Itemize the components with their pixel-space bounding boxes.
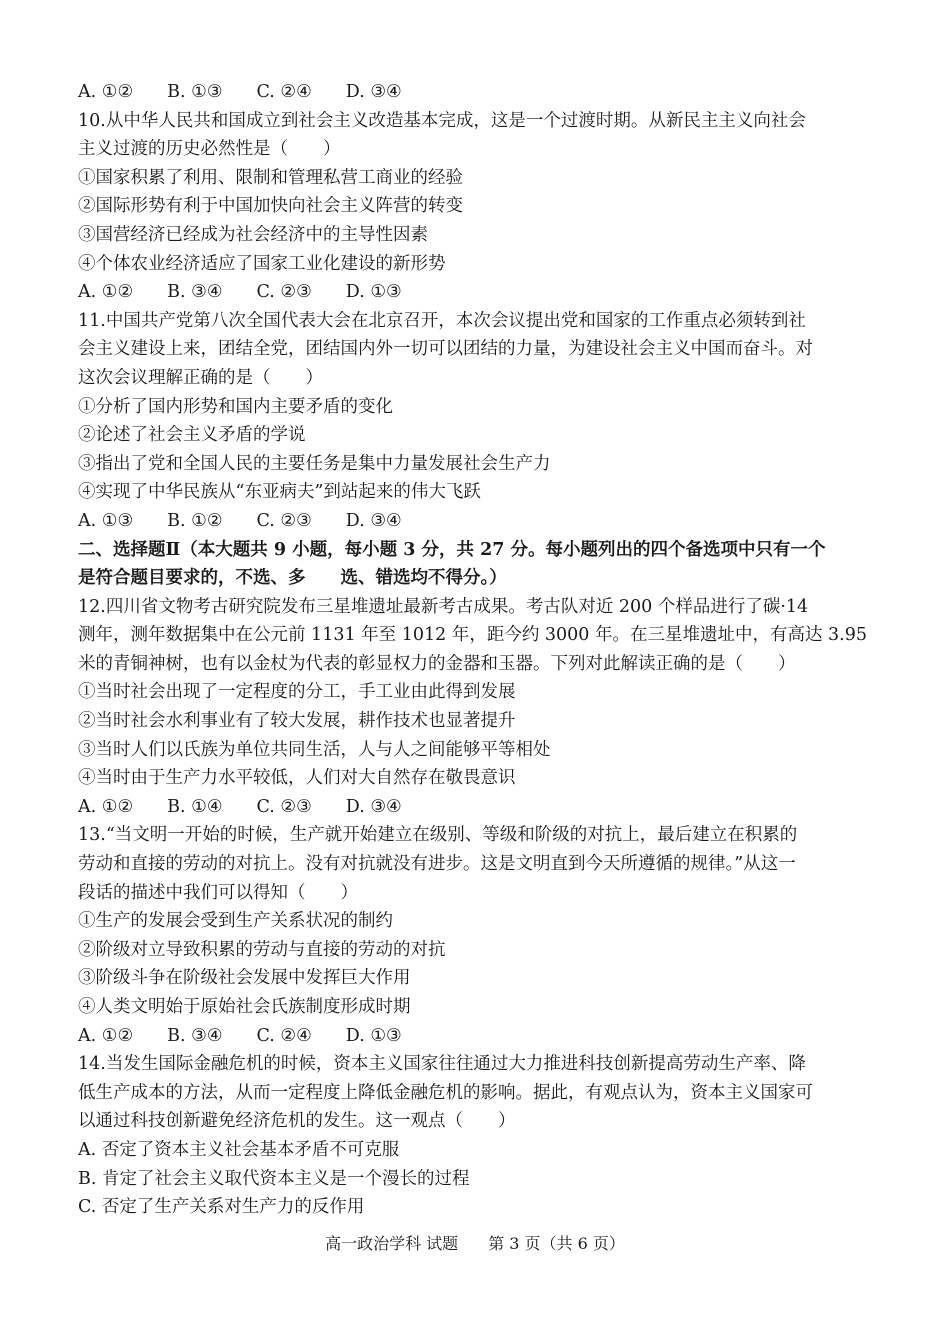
text-line: ①国家积累了利用、限制和管理私营工商业的经验	[78, 167, 463, 188]
answer-option: B. ③④	[167, 1025, 223, 1046]
text-line: ③指出了党和全国人民的主要任务是集中力量发展社会生产力	[78, 453, 551, 474]
section-heading: 二、选择题Ⅱ（本大题共 9 小题，每小题 3 分，共 27 分。每小题列出的四个备选项中只有一个	[78, 539, 826, 560]
text-line: 低生产成本的方法，从而一定程度上降低金融危机的影响。据此，有观点认为，资本主义国家可	[78, 1082, 813, 1103]
text-line: 以通过科技创新避免经济危机的发生。这一观点（ ）	[78, 1111, 516, 1132]
text-line: 这次会议理解正确的是（ ）	[78, 367, 323, 388]
exam-content	[78, 78, 878, 1222]
text-line: 14.当发生国际金融危机的时候，资本主义国家往往通过大力推进科技创新提高劳动生产率、降	[78, 1054, 806, 1075]
answer-option: A. ①②	[78, 1025, 134, 1046]
answer-option: D. ①③	[345, 282, 402, 303]
answer-option: B. ①③	[167, 82, 223, 102]
answer-option: D. ③④	[345, 82, 402, 102]
text-line: ③当时人们以氏族为单位共同生活，人与人之间能够平等相处	[78, 739, 551, 760]
answer-option: D. ③④	[345, 796, 402, 817]
text-line: C. 否定了生产关系对生产力的反作用	[78, 1197, 365, 1218]
page-footer	[0, 1232, 950, 1256]
text-line: ③阶级斗争在阶级社会发展中发挥巨大作用	[78, 968, 411, 989]
text-line: ③国营经济已经成为社会经济中的主导性因素	[78, 224, 428, 245]
answer-option: C. ②④	[256, 1025, 312, 1046]
text-line: 段话的描述中我们可以得知（ ）	[78, 882, 358, 903]
text-line: ①分析了国内形势和国内主要矛盾的变化	[78, 396, 393, 417]
answer-option: C. ②③	[256, 282, 312, 303]
answer-option: D. ①③	[345, 1025, 402, 1046]
text-line: 10.从中华人民共和国成立到社会主义改造基本完成，这是一个过渡时期。从新民主主义向社会	[78, 110, 806, 131]
answer-option: B. ③④	[167, 282, 223, 303]
text-line: 劳动和直接的劳动的对抗上。没有对抗就没有进步。这是文明直到今天所遵循的规律。”从这一	[78, 854, 796, 875]
answer-option: D. ③④	[345, 510, 402, 531]
text-line: ②当时社会水利事业有了较大发展，耕作技术也显著提升	[78, 711, 516, 732]
answer-option: A. ①②	[78, 796, 134, 817]
text-line: 测年，测年数据集中在公元前 1131 年至 1012 年，距今约 3000 年。在三星堆遗址中，有高达 3.95	[78, 625, 868, 646]
answer-options	[78, 278, 878, 307]
answer-option: A. ①③	[78, 510, 134, 531]
text-line: ②论述了社会主义矛盾的学说	[78, 425, 306, 446]
answer-option: B. ①②	[167, 510, 223, 531]
answer-option: C. ②④	[256, 82, 312, 102]
answer-options	[78, 507, 878, 536]
text-line: ②阶级对立导致积累的劳动与直接的劳动的对抗	[78, 939, 446, 960]
answer-option: B. ①④	[167, 796, 223, 817]
text-line: B. 肯定了社会主义取代资本主义是一个漫长的过程	[78, 1168, 470, 1189]
footer-subject: 高一政治学科 试题	[325, 1234, 459, 1253]
text-line: 11.中国共产党第八次全国代表大会在北京召开，本次会议提出党和国家的工作重点必须转到社	[78, 310, 806, 331]
answer-option: C. ②③	[256, 796, 312, 817]
answer-options	[78, 793, 878, 822]
text-line: ④当时由于生产力水平较低，人们对大自然存在敬畏意识	[78, 768, 516, 789]
answer-options	[78, 78, 878, 107]
answer-options	[78, 1022, 878, 1051]
footer-page-number: 第 3 页（共 6 页）	[488, 1234, 625, 1253]
text-line: ④个体农业经济适应了国家工业化建设的新形势	[78, 253, 446, 274]
answer-option: C. ②③	[256, 510, 312, 531]
text-line: ①当时社会出现了一定程度的分工，手工业由此得到发展	[78, 682, 516, 703]
text-line: 会主义建设上来，团结全党，团结国内外一切可以团结的力量，为建设社会主义中国而奋斗。对	[78, 339, 813, 360]
text-line: 12.四川省文物考古研究院发布三星堆遗址最新考古成果。考古队对近 200 个样品进行了碳·14	[78, 596, 809, 617]
answer-option: A. ①②	[78, 82, 134, 102]
text-line: ④实现了中华民族从“东亚病夫”到站起来的伟大飞跃	[78, 482, 481, 503]
text-line: ④人类文明始于原始社会氏族制度形成时期	[78, 997, 411, 1017]
text-line: ①生产的发展会受到生产关系状况的制约	[78, 911, 393, 932]
text-line: 主义过渡的历史必然性是（ ）	[78, 139, 341, 160]
text-line: 13.“当文明一开始的时候，生产就开始建立在级别、等级和阶级的对抗上，最后建立在积累的	[78, 825, 798, 846]
answer-option: A. ①②	[78, 282, 134, 303]
text-line: A. 否定了资本主义社会基本矛盾不可克服	[78, 1139, 400, 1160]
section-heading: 是符合题目要求的，不选、多 选、错选均不得分。）	[78, 568, 507, 589]
text-line: ②国际形势有利于中国加快向社会主义阵营的转变	[78, 196, 463, 217]
text-line: 米的青铜神树，也有以金杖为代表的彰显权力的金器和玉器。下列对此解读正确的是（ ）	[78, 653, 796, 674]
